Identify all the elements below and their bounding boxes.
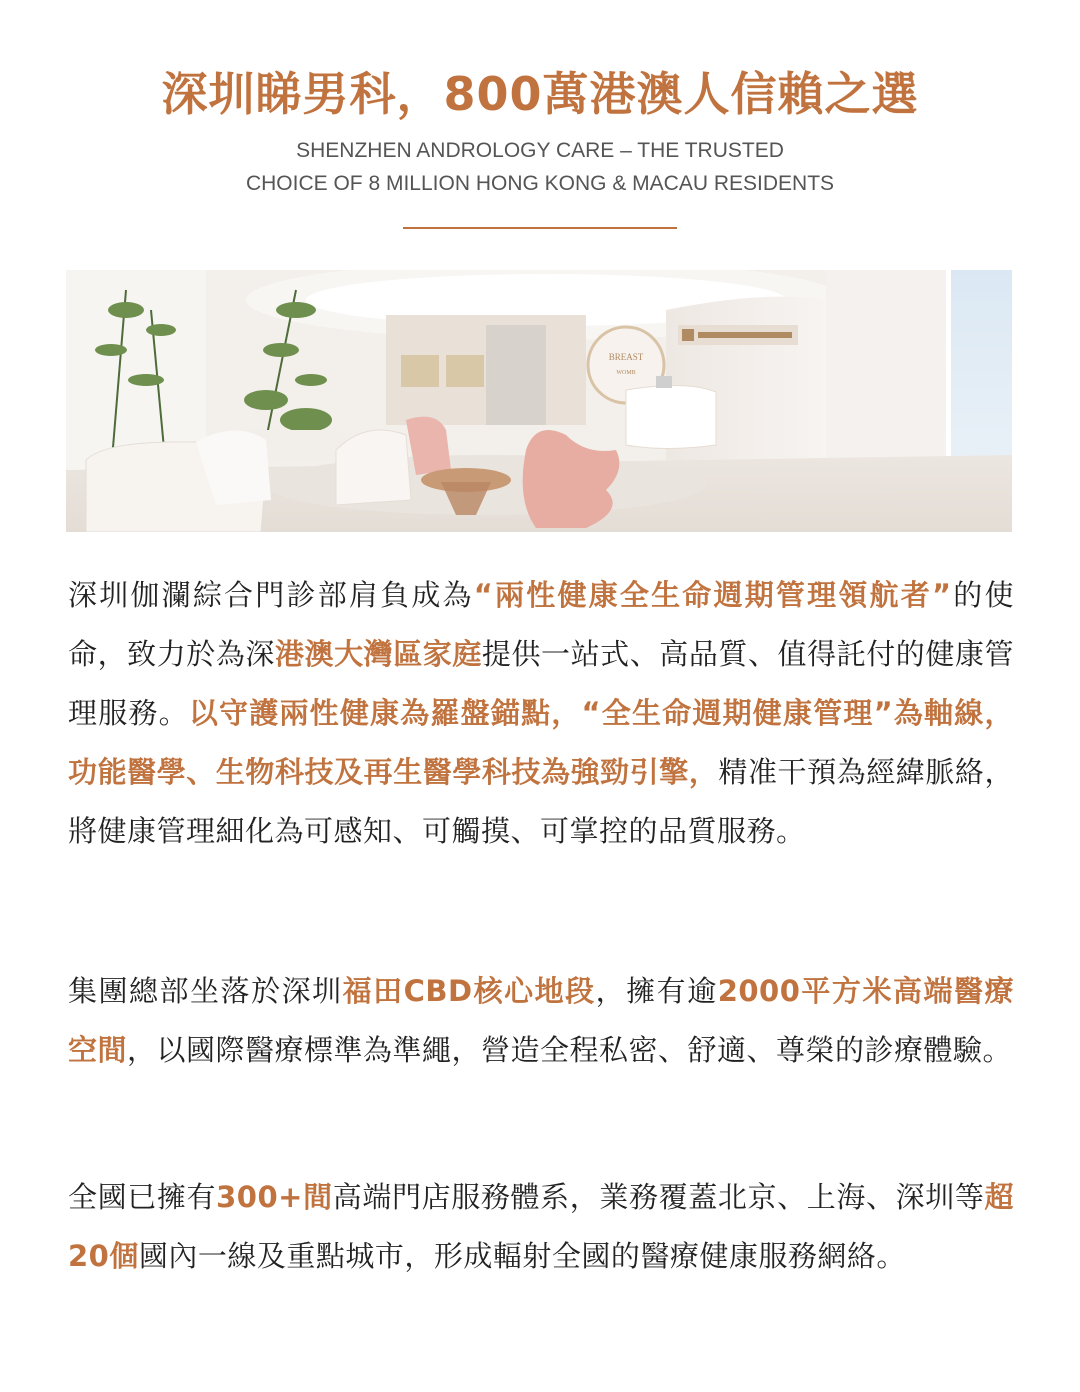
highlight-text: 福田CBD核心地段 xyxy=(342,974,596,1008)
highlight-text: 港澳大灣區家庭 xyxy=(274,637,482,671)
page-title: 深圳睇男科，800萬港澳人信賴之選 xyxy=(161,67,919,121)
network-paragraph xyxy=(68,1168,1014,1286)
body-text: 集團總部坐落於深圳 xyxy=(68,974,343,1008)
body-text: 精准干預為經緯脈絡，將健康管理細化為可感知、可觸摸、可掌控的品質服務。 xyxy=(68,755,1014,848)
subtitle-line-2: CHOICE OF 8 MILLION HONG KONG & MACAU RESIDENTS xyxy=(245,172,835,195)
highlight-text: 超20個 xyxy=(68,1180,1014,1273)
body-text: 全國已擁有 xyxy=(68,1180,217,1214)
body-text: ，以國際醫療標準為準繩，營造全程私密、舒適、尊榮的診療體驗。 xyxy=(127,1033,1013,1067)
clinic-interior-photo xyxy=(66,270,1012,532)
sign-text: BREAST xyxy=(608,352,644,362)
page-subtitle xyxy=(0,134,1080,200)
highlight-text: 以守護兩性健康為羅盤錨點，“全生命週期健康管理”為軸線，功能醫學、生物科技及再生醫學科技為強勁引擎， xyxy=(68,696,1014,789)
body-text: 深圳伽瀾綜合門診部肩負成為 xyxy=(68,578,474,612)
body-text: 提供一站式、高品質、值得託付的健康管理服務。 xyxy=(68,637,1014,730)
subtitle-line-1: SHENZHEN ANDROLOGY CARE – THE TRUSTED xyxy=(296,139,784,162)
highlight-text: 300+間 xyxy=(216,1180,333,1214)
intro-paragraph xyxy=(68,566,1014,861)
highlight-text: “兩性健康全生命週期管理領航者” xyxy=(473,578,952,612)
body-text: 國內一線及重點城市，形成輻射全國的醫療健康服務網絡。 xyxy=(138,1239,906,1273)
highlight-text: 2000平方米高端醫療空間 xyxy=(68,974,1014,1067)
headquarters-paragraph xyxy=(68,962,1014,1080)
title-divider xyxy=(403,227,677,229)
body-text: 高端門店服務體系，業務覆蓋北京、上海、深圳等 xyxy=(332,1180,985,1214)
sign-text-2: WOMB xyxy=(616,370,636,376)
body-text: ，擁有逾 xyxy=(595,974,718,1008)
body-text: 的使命，致力於為深 xyxy=(68,578,1014,671)
